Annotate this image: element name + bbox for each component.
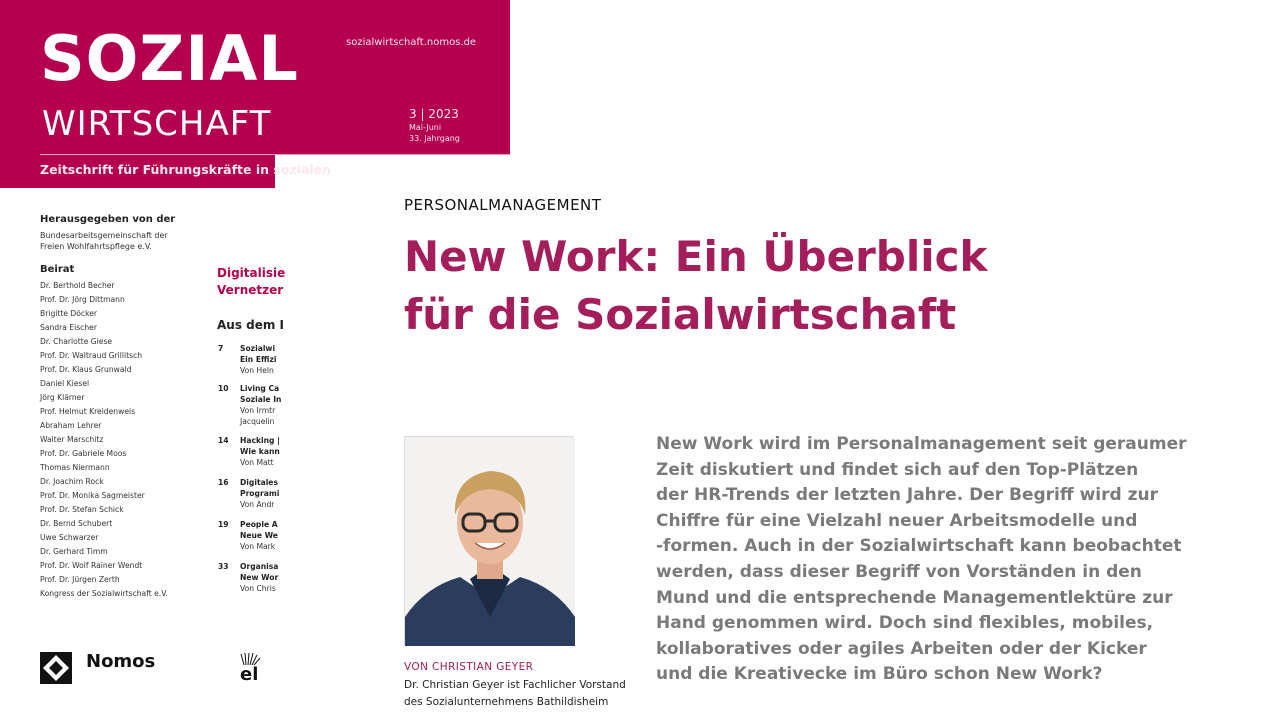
toc-entry-line: Wie kann [240, 447, 280, 456]
beirat-member: Prof. Helmut Kreidenweis [40, 407, 136, 416]
toc-entry-line: Von Mark [240, 542, 276, 551]
lead-line: kollaboratives oder agiles Arbeiten oder der Kicker [656, 638, 1147, 659]
toc-entry-line: Neue We [240, 531, 278, 540]
beirat-member: Prof. Dr. Gabriele Moos [40, 449, 127, 458]
beirat-member: Prof. Dr. Jürgen Zerth [40, 575, 120, 584]
toc-entry-line: Living Ca [240, 384, 280, 393]
lead-line: Chiffre für eine Vielzahl neuer Arbeitsmodelle und [656, 510, 1138, 531]
cover-subtitle-clip [0, 155, 332, 188]
toc-entry-line: Von Irmtr [240, 406, 276, 415]
toc-entry-line: Soziale In [240, 395, 282, 404]
toc-entry-line: Von Andr [240, 500, 275, 509]
author-description-line: des Sozialunternehmens Bathildisheim [404, 696, 609, 708]
cover-date: Mai-Juni [409, 123, 442, 132]
focus-title-line: Digitalisie [217, 266, 286, 280]
beirat-member: Brigitte Döcker [40, 309, 98, 318]
beirat-member: Thomas Niermann [40, 463, 110, 472]
author-name: VON CHRISTIAN GEYER [404, 661, 534, 673]
article-title-line: New Work: Ein Überblick [404, 232, 988, 281]
beirat-member: Prof. Dr. Monika Sagmeister [40, 491, 145, 500]
beirat-member: Walter Marschitz [40, 435, 104, 444]
beirat-member: Prof. Dr. Stefan Schick [40, 505, 124, 514]
beirat-member: Dr. Bernd Schubert [40, 519, 113, 528]
toc-entry-line: Sozialwi [240, 344, 276, 353]
toc-page-number: 7 [218, 344, 224, 353]
author-portrait-photo [404, 436, 574, 645]
cover-issue: 3 | 2023 [409, 107, 459, 121]
lead-line: -formen. Auch in der Sozialwirtschaft kann beobachtet [656, 536, 1182, 557]
lead-line: Hand genommen wird. Doch sind flexibles, mobiles, [656, 613, 1154, 634]
toc-entry-line: Ein Effizi [240, 355, 277, 364]
lead-line: der HR-Trends der letzten Jahre. Der Begriff wird zur [656, 485, 1158, 506]
toc-page-number: 10 [218, 384, 229, 393]
beirat-member: Prof. Dr. Waltraud Grillitsch [40, 351, 143, 360]
toc-entry-line: Digitales [240, 478, 278, 487]
beirat-member: Dr. Joachim Rock [40, 477, 104, 486]
beirat-member: Daniel Kiesel [40, 379, 90, 388]
beirat-member: Sandra Eischer [40, 323, 97, 332]
beirat-member: Dr. Charlotte Giese [40, 337, 113, 346]
toc-entry-line: Von Matt [240, 458, 274, 467]
toc-page-number: 33 [218, 562, 229, 571]
toc-entry-line: Von Chris [240, 584, 276, 593]
cover-subtitle: Zeitschrift für Führungskräfte in sozialen [40, 162, 332, 177]
lead-line: werden, dass dieser Begriff von Vorständen in den [656, 562, 1142, 582]
toc-page-number: 19 [218, 520, 229, 529]
publisher-line: Freien Wohlfahrtspflege e.V. [40, 242, 152, 251]
article-title-line: für die Sozialwirtschaft [404, 290, 957, 339]
lead-line: Zeit diskutiert und findet sich auf den Top-Plätzen [656, 459, 1139, 480]
toc-entry-line: People A [240, 520, 278, 529]
beirat-member: Dr. Gerhard Timm [40, 547, 108, 556]
beirat-member: Uwe Schwarzer [40, 533, 99, 542]
cover-logo-wirtschaft: WIRTSCHAFT [42, 104, 272, 144]
beirat-member: Abraham Lehrer [40, 421, 102, 430]
publisher-heading: Herausgegeben von der [40, 214, 176, 225]
toc-entry-line: Jacquelin [240, 417, 275, 426]
nomos-wordmark: Nomos [86, 651, 156, 672]
lead-line: New Work wird im Personalmanagement seit geraumer [656, 434, 1187, 454]
toc-entry-line: Von Heln [240, 366, 274, 375]
beirat-list [40, 279, 168, 601]
toc-page-number: 16 [218, 478, 229, 487]
beirat-member: Jörg Klärner [40, 393, 85, 402]
lead-line: und die Kreativecke im Büro schon New Work? [656, 664, 1103, 685]
beirat-member: Prof. Dr. Wolf Rainer Wendt [40, 561, 143, 570]
beirat-member: Prof. Dr. Jörg Dittmann [40, 295, 125, 304]
cover-header-band-extension [275, 0, 510, 155]
beirat-member: Prof. Dr. Klaus Grunwald [40, 365, 132, 374]
toc-entry-line: Organisa [240, 562, 279, 571]
cover-year: 33. Jahrgang [409, 134, 460, 143]
toc-entry-line: Hacking | [240, 436, 280, 445]
cover-logo-sozial: SOZIAL [40, 22, 299, 95]
beirat-heading: Beirat [40, 264, 75, 275]
beirat-member: Kongress der Sozialwirtschaft e.V. [40, 589, 168, 598]
toc-entry-line: Programi [240, 489, 280, 498]
author-description-line: Dr. Christian Geyer ist Fachlicher Vorstand [404, 679, 626, 691]
beirat-member: Dr. Berthold Becher [40, 281, 115, 290]
article-kicker: PERSONALMANAGEMENT [404, 196, 602, 214]
elsevier-wordmark: el [240, 664, 259, 685]
focus-title-line: Vernetzer [217, 283, 284, 297]
publisher-line: Bundesarbeitsgemeinschaft der [40, 231, 168, 240]
lead-line: Mund und die entsprechende Managementlektüre zur [656, 587, 1173, 608]
toc-page-number: 14 [218, 436, 229, 445]
nomos-logo-icon [40, 652, 72, 684]
toc-section-heading: Aus dem I [217, 318, 285, 332]
toc-entry-line: New Wor [240, 573, 279, 582]
cover-url: sozialwirtschaft.nomos.de [346, 37, 477, 48]
